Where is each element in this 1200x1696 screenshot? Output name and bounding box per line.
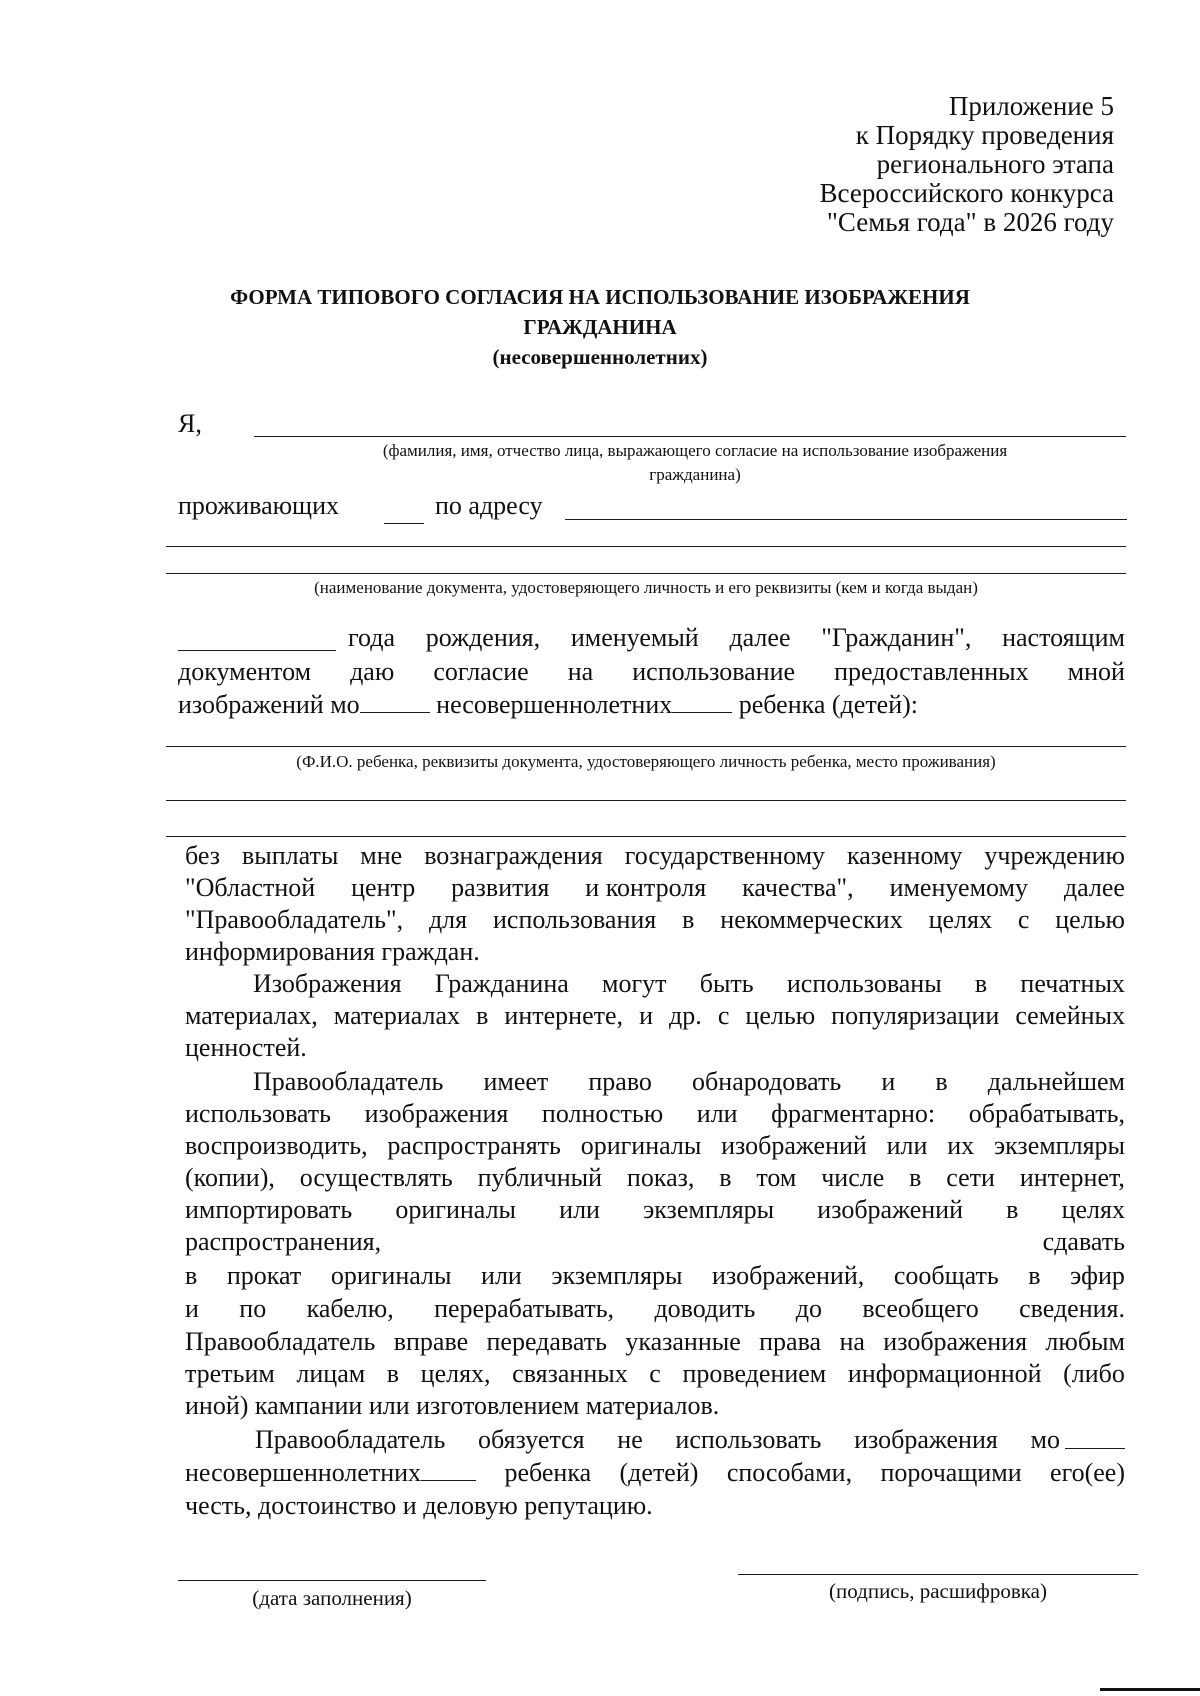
address-fill-line-2[interactable] (166, 546, 1126, 547)
minors-ending-fill-2[interactable] (421, 1458, 476, 1481)
paragraph4-line2: несовершеннолетних ребенка (детей) способами, порочащими его(ее) (185, 1458, 1125, 1487)
pronoun-ending-fill-2[interactable] (1065, 1426, 1125, 1449)
paragraph3-line1: Правообладатель имеет право обнародовать и в дальнейшем (253, 1067, 1125, 1096)
appendix-line-3: регионального этапа (876, 149, 1114, 179)
i-label: Я, (178, 409, 202, 438)
date-caption: (дата заполнения) (252, 1586, 412, 1610)
paragraph3-line6: распространения, сдавать (185, 1227, 1125, 1256)
paragraph3-line3: воспроизводить, распространять оригиналы изображений или их экземпляры (185, 1131, 1125, 1160)
fio-fill-line[interactable] (254, 436, 1126, 437)
paragraph3-line7: в прокат оригиналы или экземпляры изображений, сообщать в эфир (185, 1261, 1125, 1290)
fio-caption: (фамилия, имя, отчество лица, выражающего согласие на использование изображения гражданина) (382, 441, 1008, 484)
paragraph1-line3: "Правообладатель", для использования в некоммерческих целях с целью (185, 905, 1125, 934)
address-label: по адресу (435, 491, 543, 520)
consent-line: документом даю согласие на использование предоставленных мной (178, 657, 1125, 686)
paragraph4-line1: Правообладатель обязуется не использовать изображения мо (255, 1424, 1125, 1455)
appendix-line-1: Приложение 5 (948, 91, 1114, 121)
paragraph3-line4: (копии), осуществлять публичный показ, в том числе в сети интернет, (185, 1163, 1125, 1192)
form-subtitle: (несовершеннолетних) (492, 345, 708, 369)
paragraph1-line1: без выплаты мне вознаграждения государственному казенному учреждению (185, 841, 1125, 870)
signature-fill-line[interactable] (738, 1574, 1138, 1575)
form-title: ФОРМА ТИПОВОГО СОГЛАСИЯ НА ИСПОЛЬЗОВАНИЕ ИЗОБРАЖЕНИЯ (230, 285, 970, 309)
paragraph4-line3: честь, достоинство и деловую репутацию. (185, 1491, 653, 1520)
images-of-line: изображений мо несовершеннолетних ребенка (детей): (178, 690, 919, 719)
paragraph3-line10: третьим лицам в целях, связанных с проведением информационной (либо (185, 1359, 1125, 1388)
signature-caption: (подпись, расшифровка) (829, 1579, 1047, 1603)
appendix-reference (820, 92, 1114, 237)
document-fill-line[interactable] (166, 573, 1126, 574)
paragraph2-line2: материалах, материалах в интернете, и др. с целью популяризации семейных (185, 1001, 1125, 1030)
pronoun-ending-fill[interactable] (360, 690, 430, 713)
minors-ending-fill[interactable] (672, 690, 732, 713)
birth-line: года рождения, именуемый далее "Гражданин", настоящим (348, 623, 1125, 652)
child-fill-line-3[interactable] (166, 836, 1126, 837)
paragraph3-line11: иной) кампании или изготовлением материалов. (185, 1391, 720, 1420)
form-title-continued: ГРАЖДАНИНА (523, 315, 677, 339)
birth-year-fill-line[interactable] (178, 650, 336, 651)
scan-edge-mark (1100, 1688, 1200, 1691)
address-fill-line[interactable] (565, 519, 1127, 520)
paragraph3-line9: Правообладатель вправе передавать указанные права на изображения любым (185, 1327, 1125, 1356)
appendix-line-5: "Семья года" в 2026 году (826, 207, 1114, 237)
appendix-line-2: к Порядку проведения (855, 120, 1114, 150)
paragraph3-line5: импортировать оригиналы или экземпляры изображений в целях (185, 1195, 1125, 1224)
paragraph1-line4: информирования граждан. (185, 937, 480, 966)
paragraph1-line2: "Областной центр развития и контроля качества", именуемому далее (185, 873, 1125, 902)
child-caption: (Ф.И.О. ребенка, реквизиты документа, удостоверяющего личность ребенка, место проживания) (296, 752, 996, 771)
child-fill-line[interactable] (166, 746, 1126, 747)
residing-label: проживающих (178, 491, 339, 520)
document-caption: (наименование документа, удостоверяющего личность и его реквизиты (кем и когда выдан) (314, 578, 978, 597)
paragraph3-line2: использовать изображения полностью или фрагментарно: обрабатывать, (185, 1099, 1125, 1128)
residing-suffix-fill-line[interactable] (384, 523, 424, 524)
date-fill-line[interactable] (178, 1580, 486, 1581)
paragraph3-line8: и по кабелю, перерабатывать, доводить до всеобщего сведения. (185, 1294, 1125, 1323)
child-fill-line-2[interactable] (166, 800, 1126, 801)
paragraph2-line3: ценностей. (185, 1033, 307, 1062)
paragraph2-line1: Изображения Гражданина могут быть использованы в печатных (253, 969, 1125, 998)
appendix-line-4: Всероссийского конкурса (819, 178, 1114, 208)
